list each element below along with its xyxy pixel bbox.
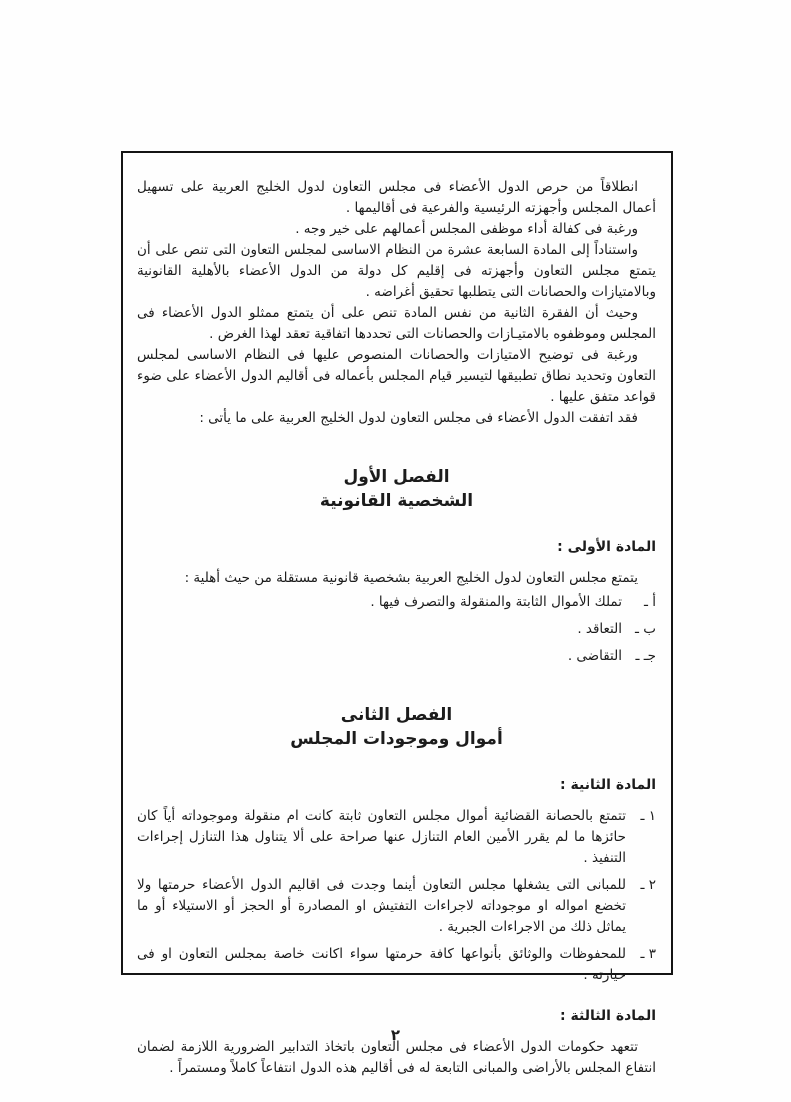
chapter1-title-line2: الشخصية القانونية: [319, 491, 474, 511]
list-marker: ١ ـ: [640, 808, 656, 824]
list-item-text: التعاقد .: [577, 621, 622, 637]
list-item-text: تملك الأموال الثابتة والمنقولة والتصرف فيها .: [370, 594, 622, 610]
preamble-paragraph-4: وحيث أن الفقرة الثانية من نفس المادة تنص على أن يتمتع ممثلو الدول الأعضاء فى المجلس وموظفوه بالامتيـازات والحصانات التى تحددها اتفاقية تعقد لهذا الغرض .: [137, 305, 656, 342]
article3-body: تتعهد حكومات الدول الأعضاء فى مجلس التعاون باتخاذ التدابير الضرورية اللازمة لضمان انتفاع المجلس بالأراضى والمبانى التابعة له فى أقاليم هذه الدول انتفاعاً كاملاً ومستمراً .: [137, 1039, 656, 1076]
list-item-text: للمبانى التى يشغلها مجلس التعاون أينما وجدت فى اقاليم الدول الأعضاء حرمتها ولا تخضع امواله او موجوداته لاجراءات التفتيش او المصادرة أو الحجز أو الاستيلاء أو ما يماثل ذلك من الاجراءات الجبرية .: [137, 877, 626, 935]
preamble-paragraph-3: واستناداً إلى المادة السابعة عشرة من النظام الاساسى لمجلس التعاون التى تنص على أن يتمتع مجلس التعاون وأجهزته فى إقليم كل دولة من الدول الأعضاء بالأهلية القانونية وبالامتيازات والحصانات التى يتطلبها تحقيق أغراضه .: [137, 242, 656, 300]
chapter2-title-line1: الفصل الثانى: [340, 705, 453, 725]
document-content: [137, 177, 656, 1079]
chapter2-title: [137, 703, 656, 751]
list-marker: جـ ـ: [635, 648, 656, 664]
article2-item-3: [137, 944, 656, 986]
article1-intro: يتمتع مجلس التعاون لدول الخليج العربية بشخصية قانونية مستقلة من حيث أهلية :: [184, 570, 638, 586]
list-marker: ب ـ: [635, 621, 656, 637]
article2-item-1: [137, 806, 656, 869]
article1-item-b: [137, 619, 656, 640]
list-marker: ٣ ـ: [640, 946, 656, 962]
chapter1-title-line1: الفصل الأول: [343, 467, 450, 487]
chapter1-title: [137, 465, 656, 513]
list-marker: أ ـ: [644, 594, 656, 610]
article3-heading: المادة الثالثة :: [560, 1008, 656, 1024]
document-border-frame: [121, 151, 673, 1076]
preamble-paragraph-1: انطلاقاً من حرص الدول الأعضاء فى مجلس التعاون لدول الخليج العربية على تسهيل أعمال المجلس وأجهزته الرئيسية والفرعية فى أقاليمها .: [137, 179, 656, 216]
list-marker: ٢ ـ: [640, 877, 656, 893]
article2-item-list: [137, 806, 656, 986]
list-item-text: التقاضى .: [567, 648, 622, 664]
chapter2-title-line2: أموال وموجودات المجلس: [290, 729, 503, 749]
article1-item-list: [137, 592, 656, 667]
article1-item-a: [137, 592, 656, 613]
list-item-text: تتمتع بالحصانة القضائية أموال مجلس التعاون ثابتة كانت ام منقولة وموجوداته أياً كان حائزها ما لم يقرر الأمين العام التنازل عنها صراحة على ألا يتناول هذا التنازل إجراءات التنفيذ .: [137, 808, 626, 866]
list-item-text: للمحفوظات والوثائق بأنواعها كافة حرمتها سواء اكانت خاصة بمجلس التعاون او فى حيازته .: [137, 946, 626, 983]
article1-item-c: [137, 646, 656, 667]
article1-heading: المادة الأولى :: [557, 539, 656, 555]
page-number: ٢: [390, 1026, 401, 1044]
article2-item-2: [137, 875, 656, 938]
preamble-paragraph-6: فقد اتفقت الدول الأعضاء فى مجلس التعاون لدول الخليج العربية على ما يأتى :: [199, 410, 638, 426]
preamble-paragraph-5: ورغبة فى توضيح الامتيازات والحصانات المنصوص عليها فى النظام الاساسى لمجلس التعاون وتحديد نطاق تطبيقها لتيسير قيام المجلس بأعماله فى أقاليم الدول الأعضاء على ضوء قواعد متفق عليها .: [137, 347, 656, 405]
article2-heading: المادة الثانية :: [560, 777, 656, 793]
preamble-paragraph-2: ورغبة فى كفالة أداء موظفى المجلس أعمالهم على خير وجه .: [295, 221, 638, 237]
